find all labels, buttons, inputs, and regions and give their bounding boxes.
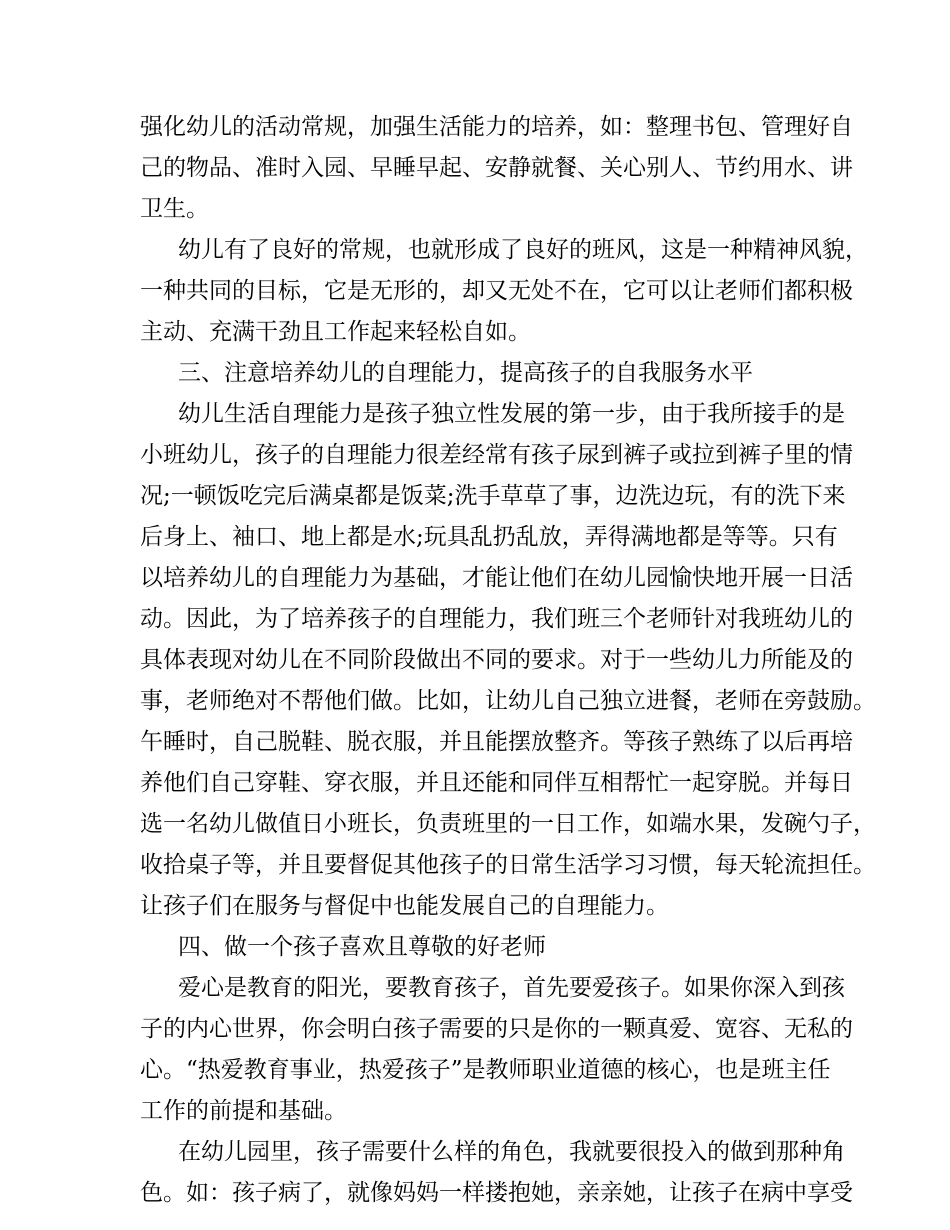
paragraph-line: 况;一顿饭吃完后满桌都是饭菜;洗手草草了事，边洗边玩，有的洗下来: [140, 483, 846, 509]
paragraph-line: 在幼儿园里，孩子需要什么样的角色，我就要很投入的做到那种角: [178, 1139, 845, 1165]
paragraph-line: 以培养幼儿的自理能力为基础，才能让他们在幼儿园愉快地开展一日活: [140, 565, 853, 591]
paragraph-line: 色。如：孩子病了，就像妈妈一样搂抱她，亲亲她，让孩子在病中享受: [140, 1180, 853, 1206]
paragraph-line: 幼儿有了良好的常规，也就形成了良好的班风，这是一种精神风貌，: [178, 237, 868, 263]
paragraph-line: 幼儿生活自理能力是孩子独立性发展的第一步，由于我所接手的是: [178, 401, 845, 427]
paragraph-line: 主动、充满干劲且工作起来轻松自如。: [140, 319, 531, 345]
paragraph-line: 事，老师绝对不帮他们做。比如，让幼儿自己独立进餐，老师在旁鼓励。: [140, 688, 876, 714]
paragraph-line: 己的物品、准时入园、早睡早起、安静就餐、关心别人、节约用水、讲: [140, 155, 853, 181]
paragraph-line: 一种共同的目标，它是无形的，却又无处不在，它可以让老师们都积极: [140, 278, 853, 304]
paragraph-line: 子的内心世界，你会明白孩子需要的只是你的一颗真爱、宽容、无私的: [140, 1016, 853, 1042]
paragraph-line: 后身上、袖口、地上都是水;玩具乱扔乱放，弄得满地都是等等。只有: [140, 524, 838, 550]
paragraph-line: 午睡时，自己脱鞋、脱衣服，并且能摆放整齐。等孩子熟练了以后再培: [140, 729, 853, 755]
paragraph-line: 卫生。: [140, 196, 209, 222]
paragraph-line: 爱心是教育的阳光，要教育孩子，首先要爱孩子。如果你深入到孩: [178, 975, 845, 1001]
paragraph-line: 动。因此，为了培养孩子的自理能力，我们班三个老师针对我班幼儿的: [140, 606, 853, 632]
paragraph-line: 选一名幼儿做值日小班长，负责班里的一日工作，如端水果，发碗勺子，: [140, 811, 876, 837]
section-heading: 四、做一个孩子喜欢且尊敬的好老师: [178, 934, 546, 960]
paragraph-line: 小班幼儿，孩子的自理能力很差经常有孩子尿到裤子或拉到裤子里的情: [140, 442, 853, 468]
paragraph-line: 具体表现对幼儿在不同阶段做出不同的要求。对于一些幼儿力所能及的: [140, 647, 853, 673]
paragraph-line: 强化幼儿的活动常规，加强生活能力的培养，如：整理书包、管理好自: [140, 114, 853, 140]
paragraph-line: 工作的前提和基础。: [140, 1098, 347, 1124]
section-heading: 三、注意培养幼儿的自理能力，提高孩子的自我服务水平: [178, 360, 753, 386]
paragraph-line: 养他们自己穿鞋、穿衣服，并且还能和同伴互相帮忙一起穿脱。并每日: [140, 770, 853, 796]
paragraph-line: 心。“热爱教育事业，热爱孩子”是教师职业道德的核心，也是班主任: [140, 1057, 831, 1083]
paragraph-line: 收拾桌子等，并且要督促其他孩子的日常生活学习习惯，每天轮流担任。: [140, 852, 876, 878]
paragraph-line: 让孩子们在服务与督促中也能发展自己的自理能力。: [140, 893, 669, 919]
